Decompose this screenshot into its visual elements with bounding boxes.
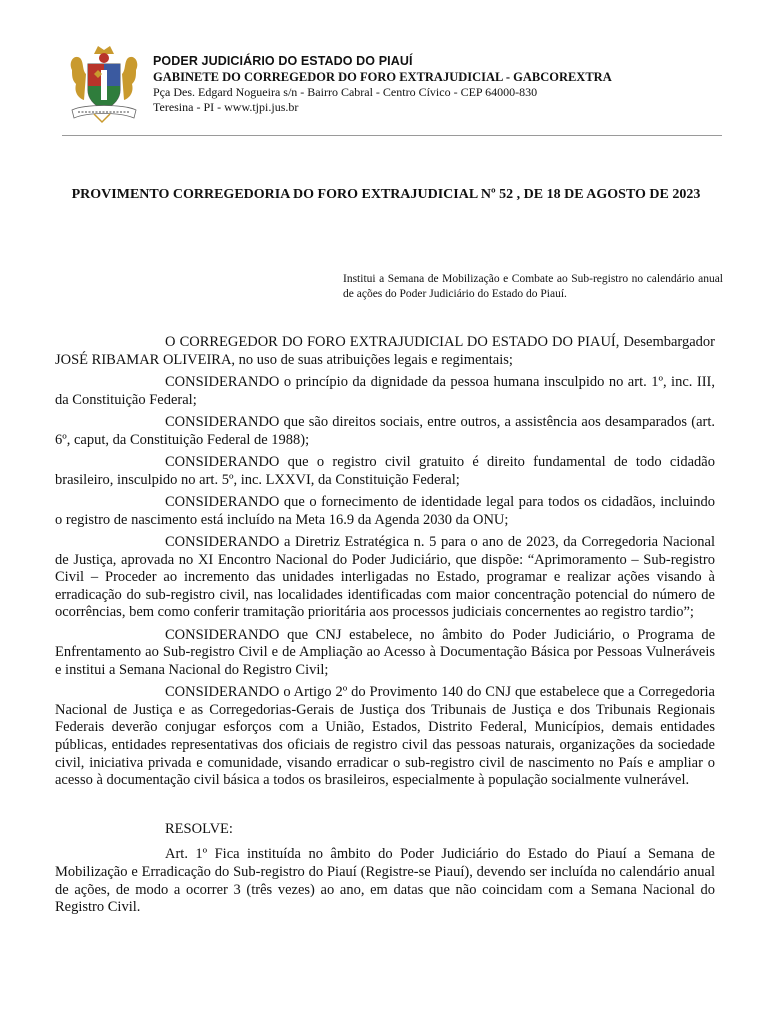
ementa: Institui a Semana de Mobilização e Combate ao Sub-registro no calendário anual de ações do Poder Judiciário do Estado do Piauí. (343, 273, 723, 300)
city-website: Teresina - PI - www.tjpi.jus.br (153, 100, 299, 114)
considerando-paragraph: CONSIDERANDO que CNJ estabelece, no âmbito do Poder Judiciário, o Programa de Enfrentamento ao Sub-registro Civil e de Ampliação ao Acesso à Documentação Básica por Pessoas Vulneráveis e institui a Semana Nacional do Registro Civil; (55, 626, 715, 678)
considerando-paragraph: CONSIDERANDO o Artigo 2º do Provimento 140 do CNJ que estabelece que a Corregedoria Nacional de Justiça e as Corregedorias-Gerais de Justiça dos Tribunais de Justiça e dos Tribunais Regionais Federais deverão conjugar esforços com a União, Estados, Distrito Federal, Municípios, demais entidades públicas, entidades representativas dos oficiais de registro civil das pessoas naturais, organizações da sociedade civil, iniciativa privada e comunidade, visando erradicar o sub-registro civil de nascimento no País e ampliar o acesso à documentação civil básica a todos os brasileiros, especialmente à população socialmente vulnerável. (55, 684, 715, 789)
document-title: PROVIMENTO CORREGEDORIA DO FORO EXTRAJUDICIAL Nº 52 , DE 18 DE AGOSTO DE 2023 (71, 187, 701, 202)
office-name: GABINETE DO CORREGEDOR DO FORO EXTRAJUDICIAL - GABCOREXTRA (153, 70, 612, 84)
piaui-coat-of-arms-icon (64, 40, 144, 124)
considerando-paragraph: CONSIDERANDO que o registro civil gratuito é direito fundamental de todo cidadão brasileiro, insculpido no art. 5º, inc. LXXVI, da Constituição Federal; (55, 453, 715, 488)
court-name: PODER JUDICIÁRIO DO ESTADO DO PIAUÍ (153, 54, 413, 68)
considerando-paragraph: CONSIDERANDO o princípio da dignidade da pessoa humana insculpido no art. 1º, inc. III, da Constituição Federal; (55, 373, 715, 408)
address: Pça Des. Edgard Nogueira s/n - Bairro Cabral - Centro Cívico - CEP 64000-830 (153, 85, 538, 99)
letterhead (0, 0, 768, 140)
letterhead-text (153, 53, 612, 115)
considerando-paragraph: CONSIDERANDO a Diretriz Estratégica n. 5 para o ano de 2023, da Corregedoria Nacional de Justiça, aprovada no XI Encontro Nacional do Poder Judiciário, que dispõe: “Aprimoramento – Sub-registro Civil – Proceder ao incremento das unidades interligadas no Estado, programar e realizar ações visando à erradicação do sub-registro civil, nas localidades identificadas com maior concentração potencial do número de ocorrências, bem como conferir tramitação prioritária aos processos judiciais concernentes ao registro tardio”; (55, 533, 715, 621)
considerando-paragraph: CONSIDERANDO que o fornecimento de identidade legal para todos os cidadãos, incluindo o registro de nascimento está incluído na Meta 16.9 da Agenda 2030 da ONU; (55, 493, 715, 528)
preamble-paragraph: O CORREGEDOR DO FORO EXTRAJUDICIAL DO ESTADO DO PIAUÍ, Desembargador JOSÉ RIBAMAR OLIVEIRA, no uso de suas atribuições legais e regimentais; (55, 334, 715, 368)
resolve-heading: RESOLVE: (165, 820, 233, 837)
header-divider (62, 135, 722, 136)
considerando-paragraph: CONSIDERANDO que são direitos sociais, entre outros, a assistência aos desamparados (art. 6º, caput, da Constituição Federal de 1988); (55, 413, 715, 448)
article-1: Art. 1º Fica instituída no âmbito do Poder Judiciário do Estado do Piauí a Semana de Mobilização e Erradicação do Sub-registro do Piauí (Registre-se Piauí), devendo ser incluída no calendário anual de ações, de modo a ocorrer 3 (três vezes) ao ano, em datas que não coincidam com a Semana Nacional do Registro Civil. (55, 846, 715, 916)
document-body (55, 334, 715, 922)
